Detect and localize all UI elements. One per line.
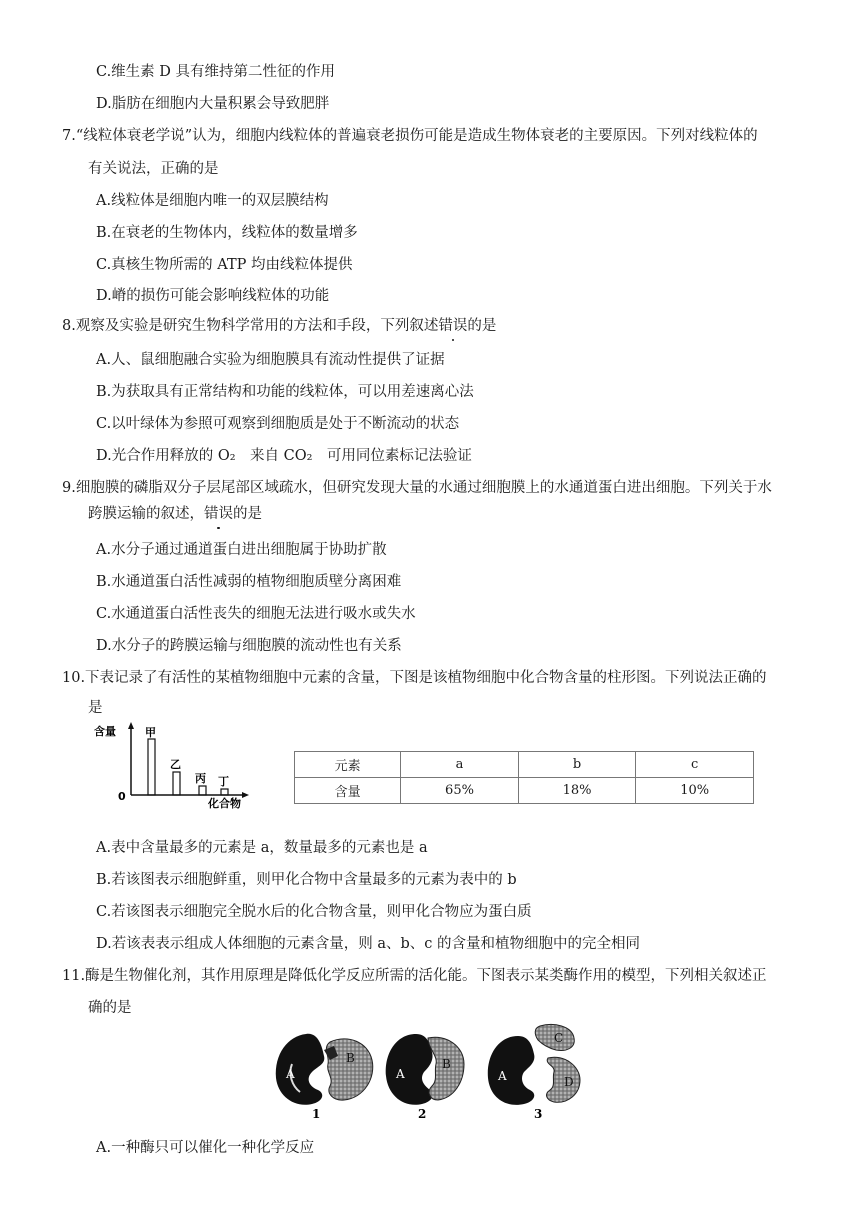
bar-label-bing: 丙	[195, 772, 206, 785]
bar-label-jia: 甲	[145, 726, 156, 739]
q10-stem-line2: 是	[88, 700, 103, 716]
label-d: D	[564, 1075, 574, 1089]
bar-ding	[221, 789, 228, 795]
label-a: A	[396, 1067, 405, 1081]
enzyme-a-shape	[276, 1034, 325, 1105]
q6-option-d: D.脂肪在细胞内大量积累会导致肥胖	[96, 96, 330, 112]
enzyme-model-figure	[268, 1020, 588, 1120]
chart-x-arrow	[242, 792, 249, 798]
bar-label-ding: 丁	[218, 775, 229, 788]
panel-number-3: 3	[534, 1107, 543, 1120]
table-row	[295, 778, 754, 804]
q10-option-c: C.若该图表示细胞完全脱水后的化合物含量，则甲化合物应为蛋白质	[96, 904, 532, 920]
bar-bing	[199, 786, 206, 795]
q11-stem-line1: 11.酶是生物催化剂，其作用原理是降低化学反应所需的活化能。下图表示某类酶作用的模型，下列相关叙述正	[62, 968, 767, 984]
q10-option-a: A.表中含量最多的元素是 a，数量最多的元素也是 a	[96, 840, 428, 856]
q7-stem-line1: 7.“线粒体衰老学说”认为，细胞内线粒体的普遍衰老损伤可能是造成生物体衰老的主要原因。下列对线粒体的	[62, 128, 758, 144]
enzyme-panel-2	[386, 1034, 464, 1120]
q9-stem-line2	[88, 504, 262, 524]
chart-y-label: 含量	[94, 725, 116, 738]
q7-option-d: D.嵴的损伤可能会影响线粒体的功能	[96, 288, 330, 304]
label-a: A	[286, 1067, 295, 1081]
table-cell: 18%	[518, 778, 636, 804]
q9-emphasis: 错误	[204, 506, 233, 522]
q10-option-d: D.若该表表示组成人体细胞的元素含量，则 a、b、c 的含量和植物细胞中的完全相同	[96, 936, 640, 952]
q10-stem-line1: 10.下表记录了有活性的某植物细胞中元素的含量，下图是该植物细胞中化合物含量的柱形图。下列说法正确的	[62, 670, 767, 686]
q9-option-c: C.水通道蛋白活性丧失的细胞无法进行吸水或失水	[96, 606, 416, 622]
chart-y-arrow	[128, 722, 134, 729]
q9-option-d: D.水分子的跨膜运输与细胞膜的流动性也有关系	[96, 638, 402, 654]
q7-option-c: C.真核生物所需的 ATP 均由线粒体提供	[96, 257, 353, 273]
table-row	[295, 752, 754, 778]
label-b: B	[442, 1057, 451, 1071]
table-cell: b	[518, 752, 636, 778]
bar-label-yi: 乙	[170, 758, 181, 771]
element-content-table	[294, 751, 754, 804]
q11-option-a: A.一种酶只可以催化一种化学反应	[96, 1140, 315, 1156]
q9-stem-line1: 9.细胞膜的磷脂双分子层尾部区域疏水，但研究发现大量的水通过细胞膜上的水通道蛋白进出细胞。下列关于水	[62, 480, 772, 496]
q7-option-a: A.线粒体是细胞内唯一的双层膜结构	[96, 193, 329, 209]
q8-stem-end: 的是	[467, 318, 497, 334]
table-cell: 65%	[401, 778, 519, 804]
panel-number-1: 1	[312, 1107, 321, 1120]
q11-stem-line2: 确的是	[88, 1000, 132, 1016]
enzyme-a-shape	[386, 1034, 433, 1105]
q9-stem-text: 跨膜运输的叙述，	[88, 506, 204, 522]
chart-x-label: 化合物	[208, 797, 241, 810]
label-b: B	[346, 1051, 355, 1065]
q9-option-b: B.水通道蛋白活性减弱的植物细胞质壁分离困难	[96, 574, 402, 590]
bar-yi	[173, 772, 180, 795]
q8-option-c: C.以叶绿体为参照可观察到细胞质是处于不断流动的状态	[96, 416, 460, 432]
table-cell: 含量	[295, 778, 401, 804]
q8-option-b: B.为获取具有正常结构和功能的线粒体，可以用差速离心法	[96, 384, 474, 400]
q9-stem-end: 的是	[233, 506, 262, 522]
label-a: A	[498, 1069, 507, 1083]
q10-option-b: B.若该图表示细胞鲜重，则甲化合物中含量最多的元素为表中的 b	[96, 872, 517, 888]
q8-option-d: D.光合作用释放的 O₂ 来自 CO₂ 可用同位素标记法验证	[96, 448, 472, 464]
q8-stem	[62, 316, 496, 336]
compound-bar-chart	[92, 720, 252, 810]
label-c: C	[554, 1031, 564, 1045]
enzyme-a-shape	[488, 1036, 535, 1105]
table-cell: c	[636, 752, 754, 778]
table-cell: 元素	[295, 752, 401, 778]
q8-stem-text: 8.观察及实验是研究生物科学常用的方法和手段，下列叙述	[62, 318, 439, 334]
table-cell: a	[401, 752, 519, 778]
q6-option-c: C.维生素 D 具有维持第二性征的作用	[96, 64, 336, 80]
enzyme-panel-1	[276, 1034, 373, 1120]
q9-option-a: A.水分子通过通道蛋白进出细胞属于协助扩散	[96, 542, 387, 558]
q8-emphasis: 错误	[438, 318, 468, 334]
q7-option-b: B.在衰老的生物体内，线粒体的数量增多	[96, 225, 358, 241]
q7-stem-line2: 有关说法，正确的是	[88, 161, 219, 177]
panel-number-2: 2	[418, 1107, 427, 1120]
chart-origin: 0	[118, 790, 126, 803]
table-cell: 10%	[636, 778, 754, 804]
enzyme-panel-3	[488, 1025, 580, 1121]
bar-jia	[148, 739, 155, 795]
q8-option-a: A.人、鼠细胞融合实验为细胞膜具有流动性提供了证据	[96, 352, 445, 368]
